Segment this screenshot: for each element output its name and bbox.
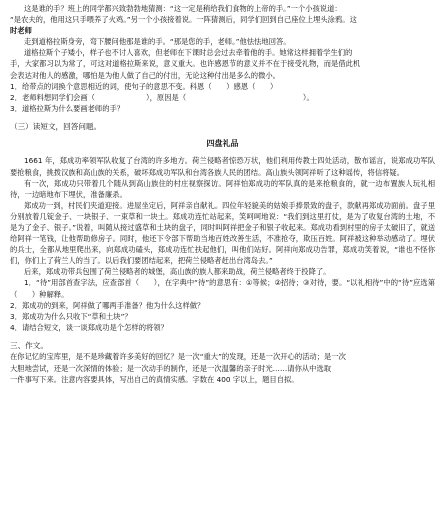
question-item: 1．给带点的词换个意思相近的词，使句子的意思不变。科恩（ ）感恩（ ） xyxy=(10,81,278,91)
passage-line: 会表达对他人的感激，哪怕是为他人做了自己的付出，无论这种付出是多么的微小。 xyxy=(10,70,280,80)
question-item: 2．老师料想同学们会画（ ），原因是（ ）。 xyxy=(10,92,314,102)
passage-line: 这是谁的手？班上的同学都兴致勃勃地猜测：“这一定是稍给我们食物的上帝的手。”一个小孩说道： xyxy=(24,4,342,13)
passage-line: “是农夫的，他用这只手喂养了火鸡。”另一个小孩接着说。一阵猜测后，同学们回到自己座位上埋头涂鸦。这 xyxy=(10,15,357,25)
question-item: 3．郑成功为什么只收下“草和土块”？ xyxy=(10,311,132,321)
passage-paragraph: 后来，郑成功带兵包围了荷兰侵略者的城堡，高山族的族人都来助战，荷兰侵略者终于投降了。 xyxy=(24,267,331,277)
question-item: 3．道格拉斯为什么要画老师的手？ xyxy=(10,103,125,113)
passage-line: 时老师 xyxy=(10,26,32,36)
passage-two-questions xyxy=(10,277,435,332)
passage-one xyxy=(10,3,435,81)
question-item: 1．“待”用部首查字法，应查部首（ ），在字典中“待”的意思有：①等候；②招待；③对待，要。“以礼相待”中的“待”应选第（ ）种解释。 xyxy=(10,278,435,299)
section-heading: （三）读短文，回答问题。 xyxy=(10,121,102,131)
passage-line: 道格拉斯个子矮小，样子也不讨人喜欢，但老师在下课时总会过去牵着他的手。她常这样拥着学生们的 xyxy=(24,48,353,58)
passage-two xyxy=(10,155,435,277)
passage-paragraph: 1661 年，郑成功率领军队收复了台湾的许多地方。荷兰侵略者惊恐万状，他们利用传教士四处活动，散布谣言，说郑成功军队要抢粮食，挑拨汉族和高山族的关系，破坏郑成功军队和台湾各族人民的团结。高山族头领阿祥听了这种谣传，将信将疑。 xyxy=(10,156,435,177)
composition-prompt xyxy=(10,351,435,384)
composition-line: 一件事写下来。注意内容要具体，写出自己的真情实感。字数在 400 字以上，题目自拟。 xyxy=(10,374,299,384)
composition-heading: 三、作文。 xyxy=(10,340,48,350)
passage-one-questions xyxy=(10,81,435,114)
composition-line: 大胆地尝试，还是一次深情的体验；是一次动手的制作，还是一次温馨的亲子时光……请你从中选取 xyxy=(10,363,332,373)
composition-line: 在你记忆的宝库里，是不是珍藏着许多美好的回忆？是一次“重大”的发现，还是一次开心的活动；是一次 xyxy=(10,352,346,362)
passage-line: 手，大家都习以为常了，可这对道格拉斯来说，意义重大。也许感恩节的意义并不在于接受礼物，而是借此机 xyxy=(10,59,361,69)
question-item: 4．请结合短文，谈一谈郑成功是个怎样的将领？ xyxy=(10,322,168,332)
question-item: 2．郑成功的到来，阿祥做了哪两手准备？他为什么这样做？ xyxy=(10,300,205,310)
passage-paragraph: 郑成功一到，村民们夹道迎接。进屋坐定后，阿祥亲自献礼。四位年轻貌美的姑娘手捧景致的盘子，款献再郑成功面前。盘子里分别放着几锭金子、一块银子、一束草和一块土。郑成功连忙站起来，笑呵呵地说：“我们到这里打仗，是为了收复台湾的土地，不是为了金子、银子。”说着，叫随从接过盛草和土块的盘子，同时叫阿祥把金子和银子收起来。郑成功看到村里的房子太破旧了，就送给阿祥一笔钱，让他帮助修房子。同时，他还下令部下帮助当地百姓改善生活，不准抢夺，欺压百姓。阿祥被这种举动感动了。埋伏的兵士，全都从地里爬出来，向郑成功磕头，郑成功连忙扶起他们，叫他们站好。阿祥向郑成功告罪，郑成功笑着说，“谁也不怪你们，你们上了荷兰人的当了。以后我们要团结起来，把荷兰侵略者赶出台湾岛去。” xyxy=(10,200,435,266)
passage-title: 四盘礼品 xyxy=(206,139,239,149)
passage-line: 走到道格拉斯身旁，弯下腰问他那是谁的手。“那是您的手，老师。”他怯怯地回答。 xyxy=(24,37,291,47)
passage-paragraph: 有一次，郑成功只带着几个随从到高山族住的村庄视察探访。阿祥怕郑成功的军队真的是来抢粮食的，就一边布置族人玩礼相待，一边暗地布下埋伏，准备廉杀。 xyxy=(10,178,435,199)
